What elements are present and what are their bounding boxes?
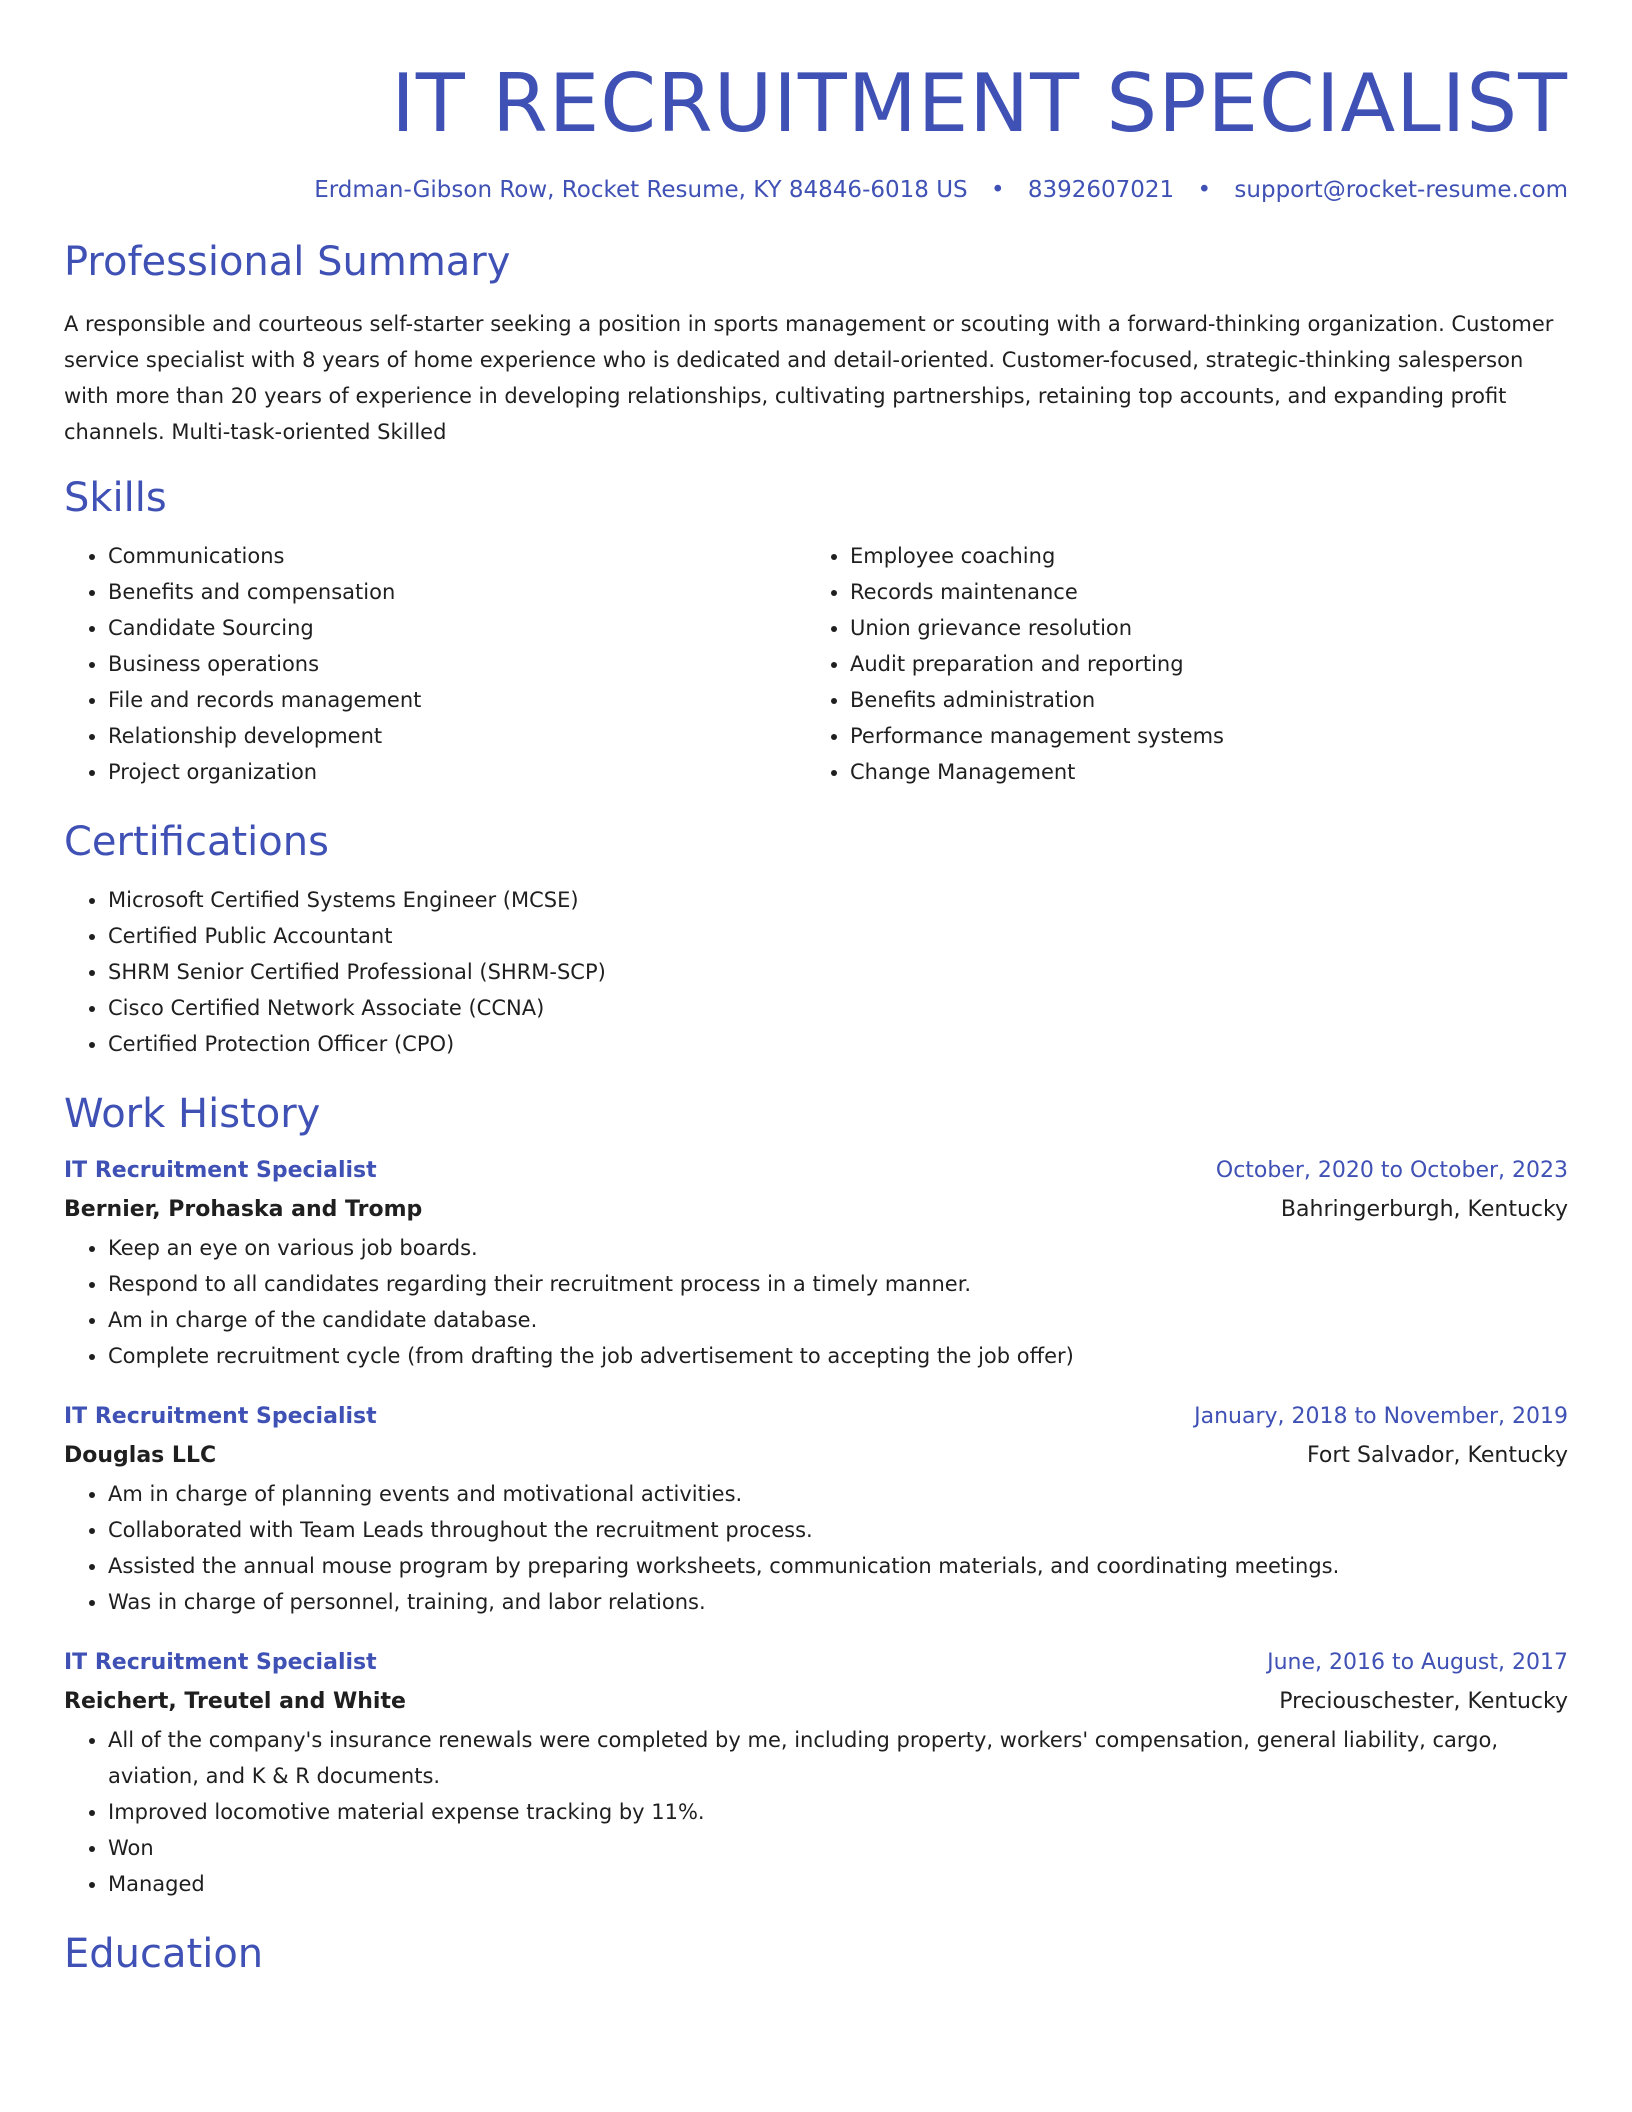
- resume-title: IT RECRUITMENT SPECIALIST: [391, 57, 1568, 150]
- job-title-row: [64, 1152, 1568, 1190]
- job-bullet: • Am in charge of planning events and motivational activities.: [108, 1476, 1568, 1512]
- contact-separator: •: [1197, 177, 1212, 203]
- certifications-heading: Certifications: [64, 819, 329, 865]
- job-company: Reichert, Treutel and White: [64, 1689, 406, 1714]
- skill-item: • File and records management: [108, 682, 806, 718]
- job-bullet: • Respond to all candidates regarding their recruitment process in a timely manner.: [108, 1266, 1568, 1302]
- skill-item: • Project organization: [108, 754, 806, 790]
- job-bullets: [64, 1230, 1568, 1374]
- summary-section: [64, 236, 1568, 450]
- skills-column-right: [806, 538, 1548, 790]
- job-location: Preciouschester, Kentucky: [1279, 1689, 1568, 1714]
- skill-item: • Relationship development: [108, 718, 806, 754]
- skills-list-left: [64, 538, 806, 790]
- job-entry: [64, 1152, 1568, 1374]
- summary-heading: Professional Summary: [64, 239, 511, 285]
- job-bullets: [64, 1476, 1568, 1620]
- job-title-row: [64, 1644, 1568, 1682]
- job-dates: January, 2018 to November, 2019: [1194, 1404, 1568, 1429]
- skills-heading: Skills: [64, 475, 167, 521]
- skill-item: • Business operations: [108, 646, 806, 682]
- skill-item: • Change Management: [850, 754, 1548, 790]
- work-history-section: [64, 1088, 1568, 1902]
- job-company: Douglas LLC: [64, 1443, 217, 1468]
- certification-item: • SHRM Senior Certified Professional (SHRM-SCP): [108, 954, 1568, 990]
- skill-item: • Audit preparation and reporting: [850, 646, 1548, 682]
- job-title-row: [64, 1398, 1568, 1436]
- job-company-row: [64, 1682, 1568, 1722]
- job-entry: [64, 1398, 1568, 1620]
- certifications-section: [64, 816, 1568, 1062]
- skill-item: • Benefits and compensation: [108, 574, 806, 610]
- contact-email[interactable]: support@rocket-resume.com: [1234, 177, 1568, 203]
- job-bullets: [64, 1722, 1568, 1902]
- job-bullet: • Won: [108, 1830, 1568, 1866]
- job-bullet: • Assisted the annual mouse program by preparing worksheets, communication materials, and coordinating meetings.: [108, 1548, 1568, 1584]
- job-bullet: • Keep an eye on various job boards.: [108, 1230, 1568, 1266]
- job-location: Fort Salvador, Kentucky: [1307, 1443, 1568, 1468]
- job-company: Bernier, Prohaska and Tromp: [64, 1197, 423, 1222]
- job-bullet: • Was in charge of personnel, training, and labor relations.: [108, 1584, 1568, 1620]
- certification-item: • Certified Public Accountant: [108, 918, 1568, 954]
- contact-phone: 8392607021: [1027, 177, 1175, 203]
- skills-list-right: [806, 538, 1548, 790]
- skill-item: • Union grievance resolution: [850, 610, 1548, 646]
- resume-page: [64, 0, 1568, 1980]
- skill-item: • Performance management systems: [850, 718, 1548, 754]
- certification-item: • Microsoft Certified Systems Engineer (MCSE): [108, 882, 1568, 918]
- job-location: Bahringerburgh, Kentucky: [1280, 1197, 1568, 1222]
- contact-address: Erdman-Gibson Row, Rocket Resume, KY 84846-6018 US: [314, 177, 968, 203]
- contact-line: [64, 174, 1568, 206]
- job-dates: October, 2020 to October, 2023: [1215, 1158, 1568, 1183]
- job-bullet: • Complete recruitment cycle (from drafting the job advertisement to accepting the job offer): [108, 1338, 1568, 1374]
- job-bullet: • Improved locomotive material expense tracking by 11%.: [108, 1794, 1568, 1830]
- job-bullet: • All of the company's insurance renewals were completed by me, including property, workers' compensation, general liability, cargo, aviation, and K & R documents.: [108, 1722, 1568, 1794]
- job-title: IT Recruitment Specialist: [64, 1404, 377, 1429]
- job-title: IT Recruitment Specialist: [64, 1158, 377, 1183]
- skill-item: • Records maintenance: [850, 574, 1548, 610]
- skill-item: • Communications: [108, 538, 806, 574]
- skills-section: [64, 472, 1568, 790]
- skill-item: • Benefits administration: [850, 682, 1548, 718]
- certification-item: • Cisco Certified Network Associate (CCNA): [108, 990, 1568, 1026]
- job-company-row: [64, 1190, 1568, 1230]
- skills-grid: [64, 538, 1568, 790]
- skill-item: • Candidate Sourcing: [108, 610, 806, 646]
- summary-text: A responsible and courteous self-starter seeking a position in sports management or scouting with a forward-thinking organization. Customer service specialist with 8 years of home experience who is dedicated and detail-oriented. Customer-focused, strategic-thinking salesperson with more than 20 years of experience in developing relationships, cultivating partnerships, retaining top accounts, and expanding profit channels. Multi-task-oriented Skilled: [64, 312, 1554, 444]
- skill-item: • Employee coaching: [850, 538, 1548, 574]
- education-section: [64, 1928, 1568, 1980]
- education-heading: Education: [64, 1931, 264, 1977]
- contact-separator: •: [990, 177, 1005, 203]
- job-bullet: • Am in charge of the candidate database.: [108, 1302, 1568, 1338]
- certifications-list: [64, 882, 1568, 1062]
- job-title: IT Recruitment Specialist: [64, 1650, 377, 1675]
- job-entry: [64, 1644, 1568, 1902]
- job-bullet: • Collaborated with Team Leads throughout the recruitment process.: [108, 1512, 1568, 1548]
- skills-column-left: [64, 538, 806, 790]
- job-bullet: • Managed: [108, 1866, 1568, 1902]
- job-dates: June, 2016 to August, 2017: [1267, 1650, 1568, 1675]
- certification-item: • Certified Protection Officer (CPO): [108, 1026, 1568, 1062]
- job-company-row: [64, 1436, 1568, 1476]
- work-history-heading: Work History: [64, 1091, 321, 1137]
